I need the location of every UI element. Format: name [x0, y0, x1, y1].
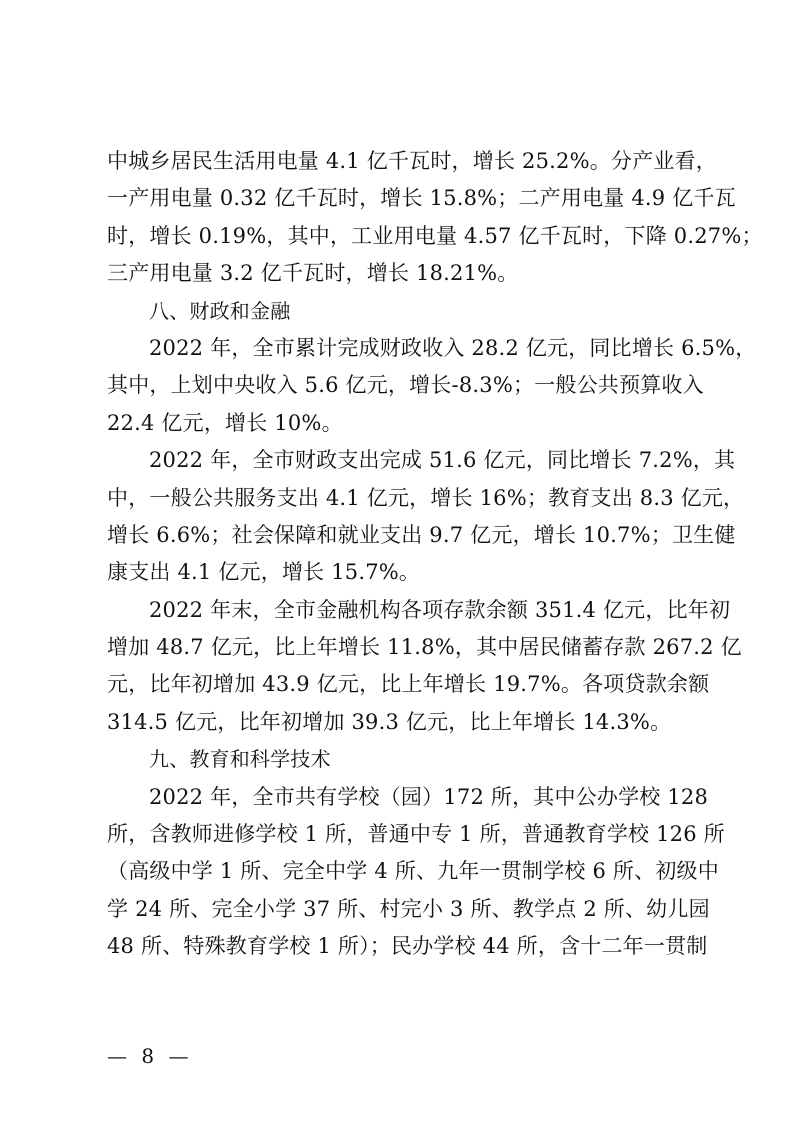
text-line: 中城乡居民生活用电量 4.1 亿千瓦时，增长 25.2%。分产业看， [107, 149, 717, 173]
text-line: 所，含教师进修学校 1 所，普通中专 1 所，普通教育学校 126 所 [107, 822, 725, 847]
text-line: 增加 48.7 亿元，比上年增长 11.8%，其中居民储蓄存款 267.2 亿 [107, 635, 742, 660]
body-text [107, 143, 763, 966]
page-number: — 8 — [107, 1044, 193, 1068]
text-line: 314.5 亿元，比年初增加 39.3 亿元，比上年增长 14.3%。 [107, 709, 672, 734]
text-line: 中，一般公共服务支出 4.1 亿元，增长 16%；教育支出 8.3 亿元， [107, 485, 745, 510]
text-line: 2022 年末，全市金融机构各项存款余额 351.4 亿元，比年初 [149, 597, 731, 622]
text-line: 时，增长 0.19%，其中，工业用电量 4.57 亿千瓦时，下降 0.27%； [107, 223, 763, 248]
section-heading-finance: 八、财政和金融 [149, 298, 291, 323]
text-line: 一产用电量 0.32 亿千瓦时，增长 15.8%；二产用电量 4.9 亿千瓦 [107, 186, 736, 211]
text-line: 2022 年，全市累计完成财政收入 28.2 亿元，同比增长 6.5%， [149, 335, 757, 360]
text-line: 2022 年，全市财政支出完成 51.6 亿元，同比增长 7.2%，其 [149, 448, 736, 473]
text-line: （高级中学 1 所、完全中学 4 所、九年一贯制学校 6 所、初级中 [107, 859, 719, 884]
text-line: 三产用电量 3.2 亿千瓦时，增长 18.21%。 [107, 261, 519, 286]
text-line: 48 所、特殊教育学校 1 所）；民办学校 44 所，含十二年一贯制 [107, 934, 708, 959]
text-line: 康支出 4.1 亿元，增长 15.7%。 [107, 560, 421, 585]
text-line: 学 24 所、完全小学 37 所、村完小 3 所、教学点 2 所、幼儿园 [107, 896, 710, 921]
section-heading-education: 九、教育和科学技术 [149, 747, 331, 772]
text-line: 元，比年初增加 43.9 亿元，比上年增长 19.7%。各项贷款余额 [107, 672, 710, 697]
text-line: 2022 年，全市共有学校（园）172 所，其中公办学校 128 [149, 784, 709, 809]
text-line: 其中，上划中央收入 5.6 亿元，增长-8.3%；一般公共预算收入 [107, 373, 704, 398]
text-line: 增长 6.6%；社会保障和就业支出 9.7 亿元，增长 10.7%；卫生健 [107, 522, 736, 547]
text-line: 22.4 亿元，增长 10%。 [107, 410, 343, 435]
